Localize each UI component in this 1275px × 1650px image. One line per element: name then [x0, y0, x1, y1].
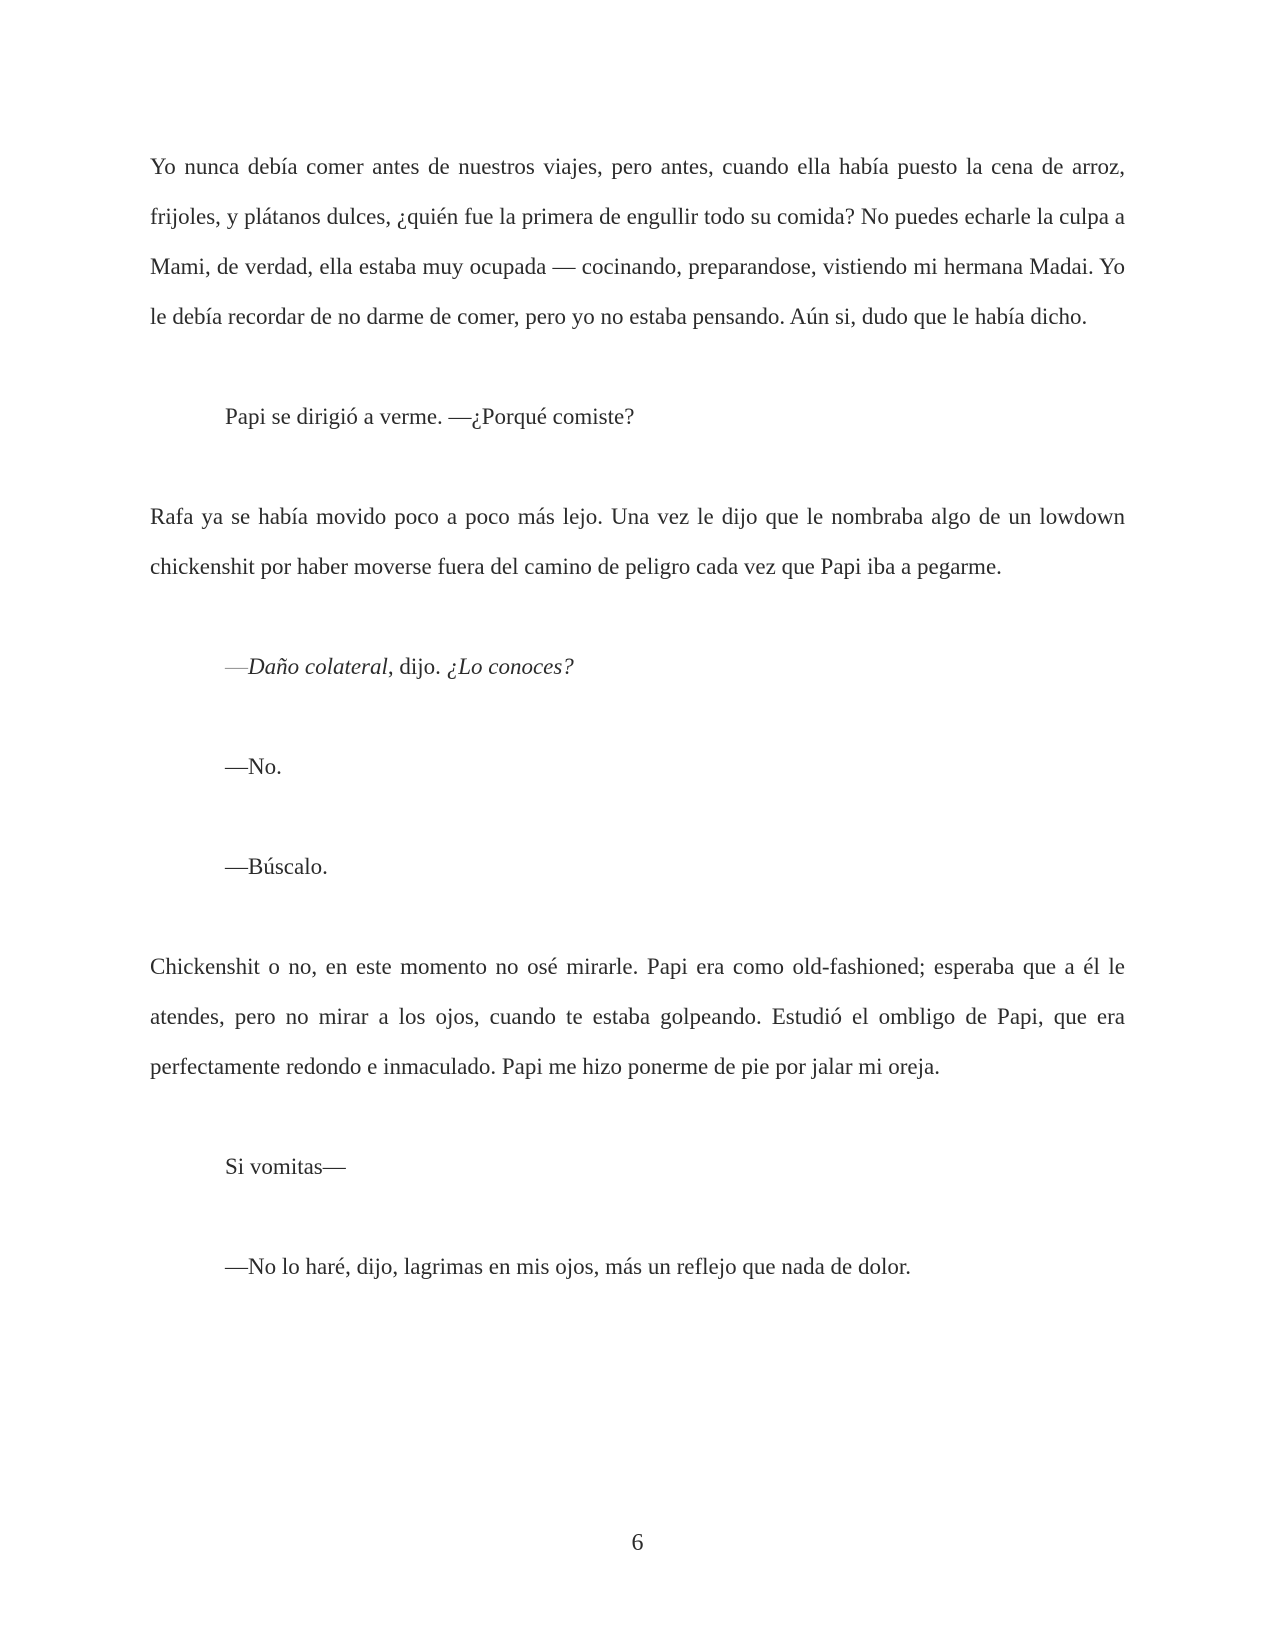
paragraph-6: —Búscalo.: [225, 854, 328, 879]
paragraph-4: [150, 642, 1125, 692]
paragraph-1: Yo nunca debía comer antes de nuestros viajes, pero antes, cuando ella había puesto la cena de arroz, frijoles, y plátanos dulces, ¿quién fue la primera de engullir todo su comida? No puedes echarle la culpa a Mami, de verdad, ella estaba muy ocupada — cocinando, preparandose, vistiendo mi hermana Madai. Yo le debía recordar de no darme de comer, pero yo no estaba pensando. Aún si, dudo que le había dicho.: [150, 154, 1125, 329]
paragraph-gap: [150, 1192, 1125, 1242]
paragraph-gap: [150, 442, 1125, 492]
paragraph-3: Rafa ya se había movido poco a poco más lejo. Una vez le dijo que le nombraba algo de un lowdown chickenshit por haber moverse fuera del camino de peligro cada vez que Papi iba a pegarme.: [150, 504, 1125, 579]
paragraph-gap: [150, 1092, 1125, 1142]
paragraph-gap: [150, 792, 1125, 842]
paragraph-7: Chickenshit o no, en este momento no osé mirarle. Papi era como old-fashioned; esperaba que a él le atendes, pero no mirar a los ojos, cuando te estaba golpeando. Estudió el ombligo de Papi, que era perfectamente redondo e inmaculado. Papi me hizo ponerme de pie por jalar mi oreja.: [150, 954, 1125, 1079]
dialogue-dash: —: [225, 654, 248, 679]
paragraph-5: —No.: [225, 754, 282, 779]
page-number: 6: [631, 1530, 644, 1556]
plain-text: , dijo.: [387, 654, 447, 679]
paragraph-gap: [150, 592, 1125, 642]
italic-question: ¿Lo conoces?: [446, 654, 574, 679]
italic-phrase: Daño colateral: [248, 654, 388, 679]
paragraph-gap: [150, 342, 1125, 392]
paragraph-gap: [150, 692, 1125, 742]
paragraph-2: Papi se dirigió a verme. —¿Porqué comiste?: [225, 404, 635, 429]
paragraph-9: —No lo haré, dijo, lagrimas en mis ojos, más un reflejo que nada de dolor.: [225, 1254, 912, 1279]
paragraph-gap: [150, 892, 1125, 942]
paragraph-8: Si vomitas—: [225, 1154, 346, 1179]
document-body: [150, 142, 1125, 1292]
